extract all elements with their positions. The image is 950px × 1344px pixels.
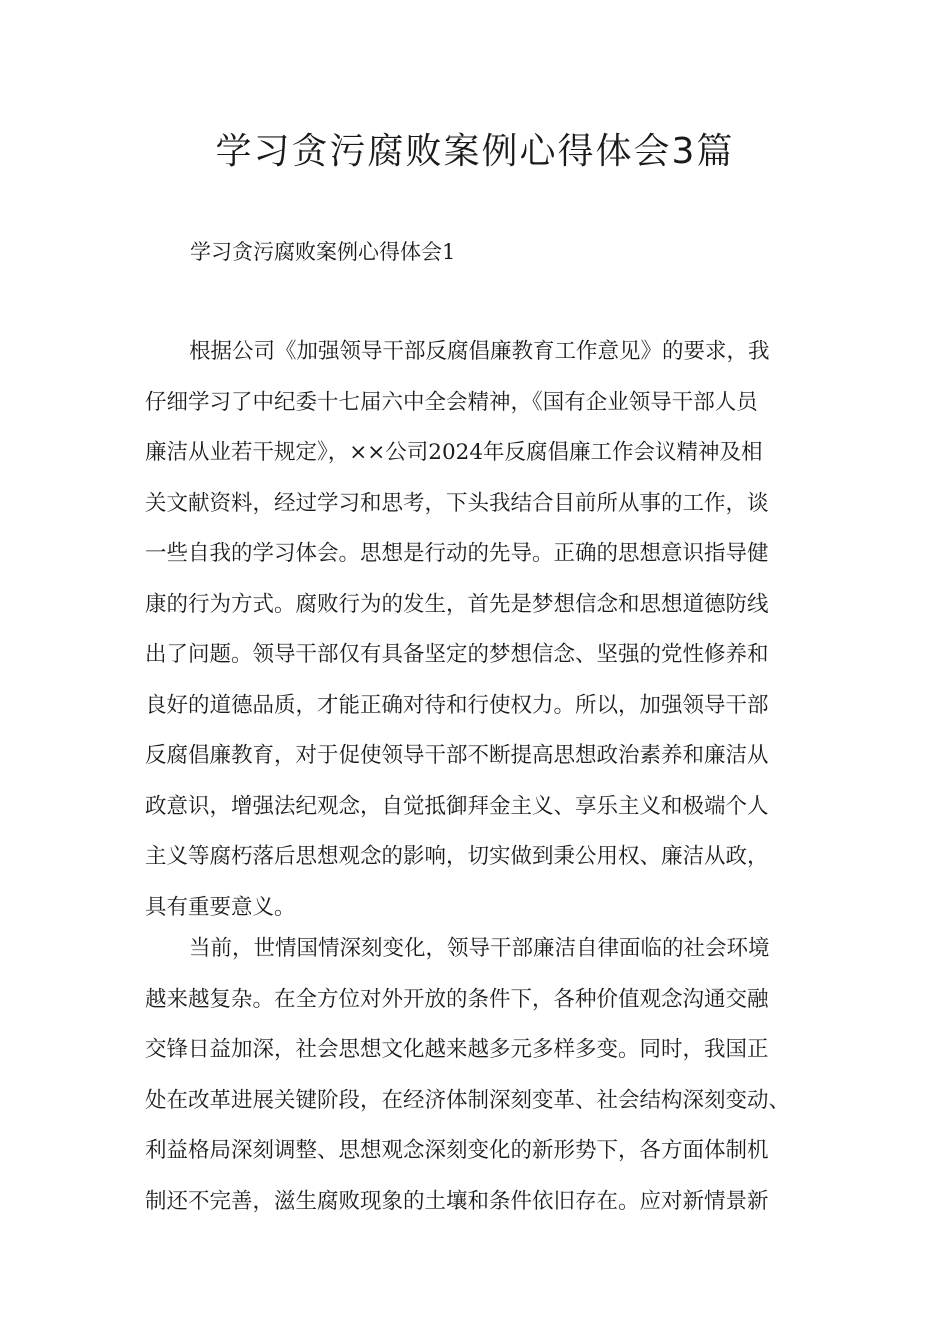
paragraph-line: 出了问题。领导干部仅有具备坚定的梦想信念、坚强的党性修养和 xyxy=(145,642,769,667)
paragraph-line: 利益格局深刻调整、思想观念深刻变化的新形势下，各方面体制机 xyxy=(145,1138,769,1163)
section-subtitle: 学习贪污腐败案例心得体会1 xyxy=(190,240,456,264)
paragraph-line: 政意识，增强法纪观念，自觉抵御拜金主义、享乐主义和极端个人 xyxy=(145,793,769,819)
document-title: 学习贪污腐败案例心得体会3篇 xyxy=(215,131,735,172)
paragraph-line: 处在改革进展关键阶段，在经济体制深刻变革、社会结构深刻变动、 xyxy=(145,1087,791,1113)
paragraph-line: 康的行为方式。腐败行为的发生，首先是梦想信念和思想道德防线 xyxy=(145,591,769,617)
paragraph-2 xyxy=(145,924,820,1227)
paragraph-line: 关文献资料，经过学习和思考，下头我结合目前所从事的工作，谈 xyxy=(145,490,769,516)
paragraph-line: 主义等腐朽落后思想观念的影响，切实做到秉公用权、廉洁从政， xyxy=(145,844,769,869)
paragraph-line: 一些自我的学习体会。思想是行动的先导。正确的思想意识指导健 xyxy=(145,541,769,566)
paragraph-line: 当前，世情国情深刻变化，领导干部廉洁自律面临的社会环境 xyxy=(189,936,770,961)
paragraph-line: 反腐倡廉教育，对于促使领导干部不断提高思想政治素养和廉洁从 xyxy=(145,743,769,768)
paragraph-line: 交锋日益加深，社会思想文化越来越多元多样多变。同时，我国正 xyxy=(145,1037,769,1062)
paragraph-line: 具有重要意义。 xyxy=(145,894,296,920)
paragraph-line: 根据公司《加强领导干部反腐倡廉教育工作意见》的要求，我 xyxy=(189,339,770,364)
paragraph-line: 廉洁从业若干规定》，××公司2024年反腐倡廉工作会议精神及相 xyxy=(145,440,763,465)
paragraph-line: 越来越复杂。在全方位对外开放的条件下，各种价值观念沟通交融 xyxy=(145,986,769,1012)
paragraph-line: 制还不完善，滋生腐败现象的土壤和条件依旧存在。应对新情景新 xyxy=(145,1188,769,1214)
paragraph-line: 仔细学习了中纪委十七届六中全会精神，《国有企业领导干部人员 xyxy=(145,389,758,415)
paragraph-line: 良好的道德品质，才能正确对待和行使权力。所以，加强领导干部 xyxy=(145,692,769,718)
paragraph-1 xyxy=(145,327,820,933)
